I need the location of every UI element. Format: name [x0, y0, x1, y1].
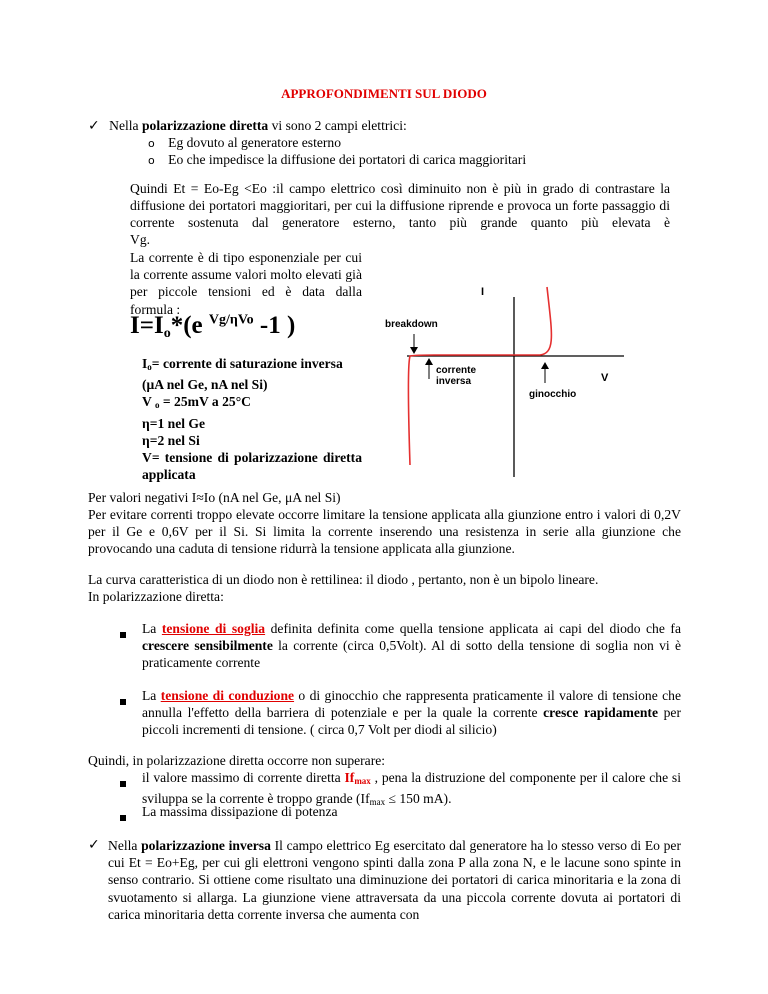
circle-bullet-icon: o: [148, 137, 155, 150]
iv-curve: [409, 287, 552, 465]
square-bullet-icon: [120, 809, 126, 825]
paragraph-valori-negativi: Per valori negativi I≈Io (nA nel Ge, μA nel Si): [88, 490, 341, 505]
section-forward-post: vi sono 2 campi elettrici:: [268, 118, 407, 133]
definition-io-units: (μA nel Ge, nA nel Si): [142, 377, 268, 393]
formula-part-c: -1 ): [253, 312, 296, 339]
arrow-ginocchio-head: [541, 362, 549, 369]
diode-formula: [130, 312, 295, 342]
page-title: APPROFONDIMENTI SUL DIODO: [281, 86, 487, 101]
definition-eta-ge: η=1 nel Ge: [142, 415, 206, 431]
definition-eta-si: η=2 nel Si: [142, 432, 200, 448]
formula-part-a: I=I: [130, 312, 164, 339]
formula-part-b: *(e: [170, 312, 209, 339]
arrow-breakdown-head: [410, 347, 418, 354]
section-forward: [88, 118, 688, 134]
check-icon: ✓: [88, 118, 100, 134]
subitem-eg: [148, 135, 341, 151]
paragraph-esponenziale: La corrente è di tipo esponenziale per cui la corrente assume valori molto elevati già per piccole tensioni ed è data dalla formula :: [130, 250, 362, 317]
paragraph-polarizzazione: In polarizzazione diretta:: [88, 589, 224, 604]
formula-exponent: Vg/ηVo: [208, 312, 254, 328]
paragraph-quindi: Quindi Et = Eo-Eg <Eo :il campo elettrico così diminuito non è più in grado di contrastare la diffusione dei portatori maggioritari, per cui la diffusione riprende e provoca un forte passaggio di corrente sostenuta dal generatore esterno, tanto più grande quanto più elevata è: [130, 181, 670, 231]
definition-v: V= tensione di polarizzazione diretta applicata: [142, 450, 362, 483]
label-ginocchio: ginocchio: [529, 389, 577, 400]
paragraph-evitare: Per evitare correnti troppo elevate occorre limitare la tensione applicata alla giunzione entro i valori di 0,2V per il Ge e 0,6V per il Si. Si limita la corrente inserendo una resistenza in serie alla giunzione che provocando una caduta di tensione ridurrà la tensione applicata alla giunzione.: [88, 507, 681, 557]
diode-characteristic-graph: [374, 283, 640, 479]
subitem-eo: [148, 152, 526, 168]
definition-vo: V $_o$ = 25mV a 25°C: [142, 394, 251, 411]
section-reverse: Nella polarizzazione inversa Il campo elettrico Eg esercitato dal generatore ha lo stesso verso di Eo per cui Et = Eo+Eg, per cui gli elettroni vengono spinti dalla zona P alla zona N, e le lacune sono spinte in senso contrario. Si ottiene come risultato una diminuzione dei portatori di carica minoritaria e la zona di svuotamento si allarga. La giunzione viene attraversata da una piccola corrente dovuta ai portatori di carica minoritaria detta corrente inversa che aumenta con: [108, 838, 681, 922]
section-forward-pre: Nella: [109, 118, 142, 133]
subitem-eg-text: Eg dovuto al generatore esterno: [168, 135, 342, 150]
check-icon: ✓: [88, 837, 100, 853]
label-breakdown: breakdown: [385, 319, 438, 330]
label-inversa: inversa: [436, 376, 472, 387]
subitem-eo-text: Eo che impedisce la diffusione dei portatori di carica maggioritari: [168, 152, 527, 167]
formula-definitions: [142, 355, 362, 483]
term-ifmax: $If_{max}$: [344, 770, 371, 786]
bullet-ifmax: il valore massimo di corrente diretta $If_{max}$ , pena la distruzione del componente per il calore che si sviluppa se la corrente è troppo grande ($If_{max} \le 150$ mA).: [142, 770, 681, 808]
definition-io: $I_o=$ corrente di saturazione inversa: [142, 356, 343, 372]
bullet-conduzione: La tensione di conduzione o di ginocchio che rappresenta praticamente il valore di tensione che annulla l'effetto della barriera di potenziale e per la quale la corrente cresce rapidamente per piccoli incrementi di tensione. ( circa 0,7 Volt per diodi al silicio): [142, 688, 681, 738]
term-tensione-conduzione: tensione di conduzione: [160, 688, 295, 703]
paragraph-curva: La curva caratteristica di un diodo non è rettilinea: il diodo , pertanto, non è un bipolo lineare.: [88, 572, 599, 587]
label-corrente: corrente: [436, 365, 477, 376]
axis-label-i: I: [481, 286, 485, 298]
term-tensione-soglia: tensione di soglia: [161, 621, 266, 636]
circle-bullet-icon: o: [148, 154, 155, 167]
axis-label-v: V: [601, 372, 609, 384]
square-bullet-icon: [120, 775, 126, 791]
bullet-soglia: La tensione di soglia definita definita come quella tensione applicata ai capi del diodo che fa crescere sensibilmente la corrente (circa 0,5Volt). Al di sotto della tensione di soglia non vi è praticamente corrente: [142, 621, 681, 671]
bullet-dissipazione: La massima dissipazione di potenza: [142, 804, 338, 819]
formula-sub: o: [163, 326, 171, 341]
arrow-inversa-head: [425, 358, 433, 365]
square-bullet-icon: [120, 693, 126, 709]
section-reverse-bold: polarizzazione inversa: [141, 838, 271, 853]
paragraph-quindi-end: Vg.: [130, 232, 151, 247]
section-forward-bold: polarizzazione diretta: [141, 118, 269, 133]
paragraph-non-superare: Quindi, in polarizzazione diretta occorre non superare:: [88, 753, 386, 768]
square-bullet-icon: [120, 626, 126, 642]
